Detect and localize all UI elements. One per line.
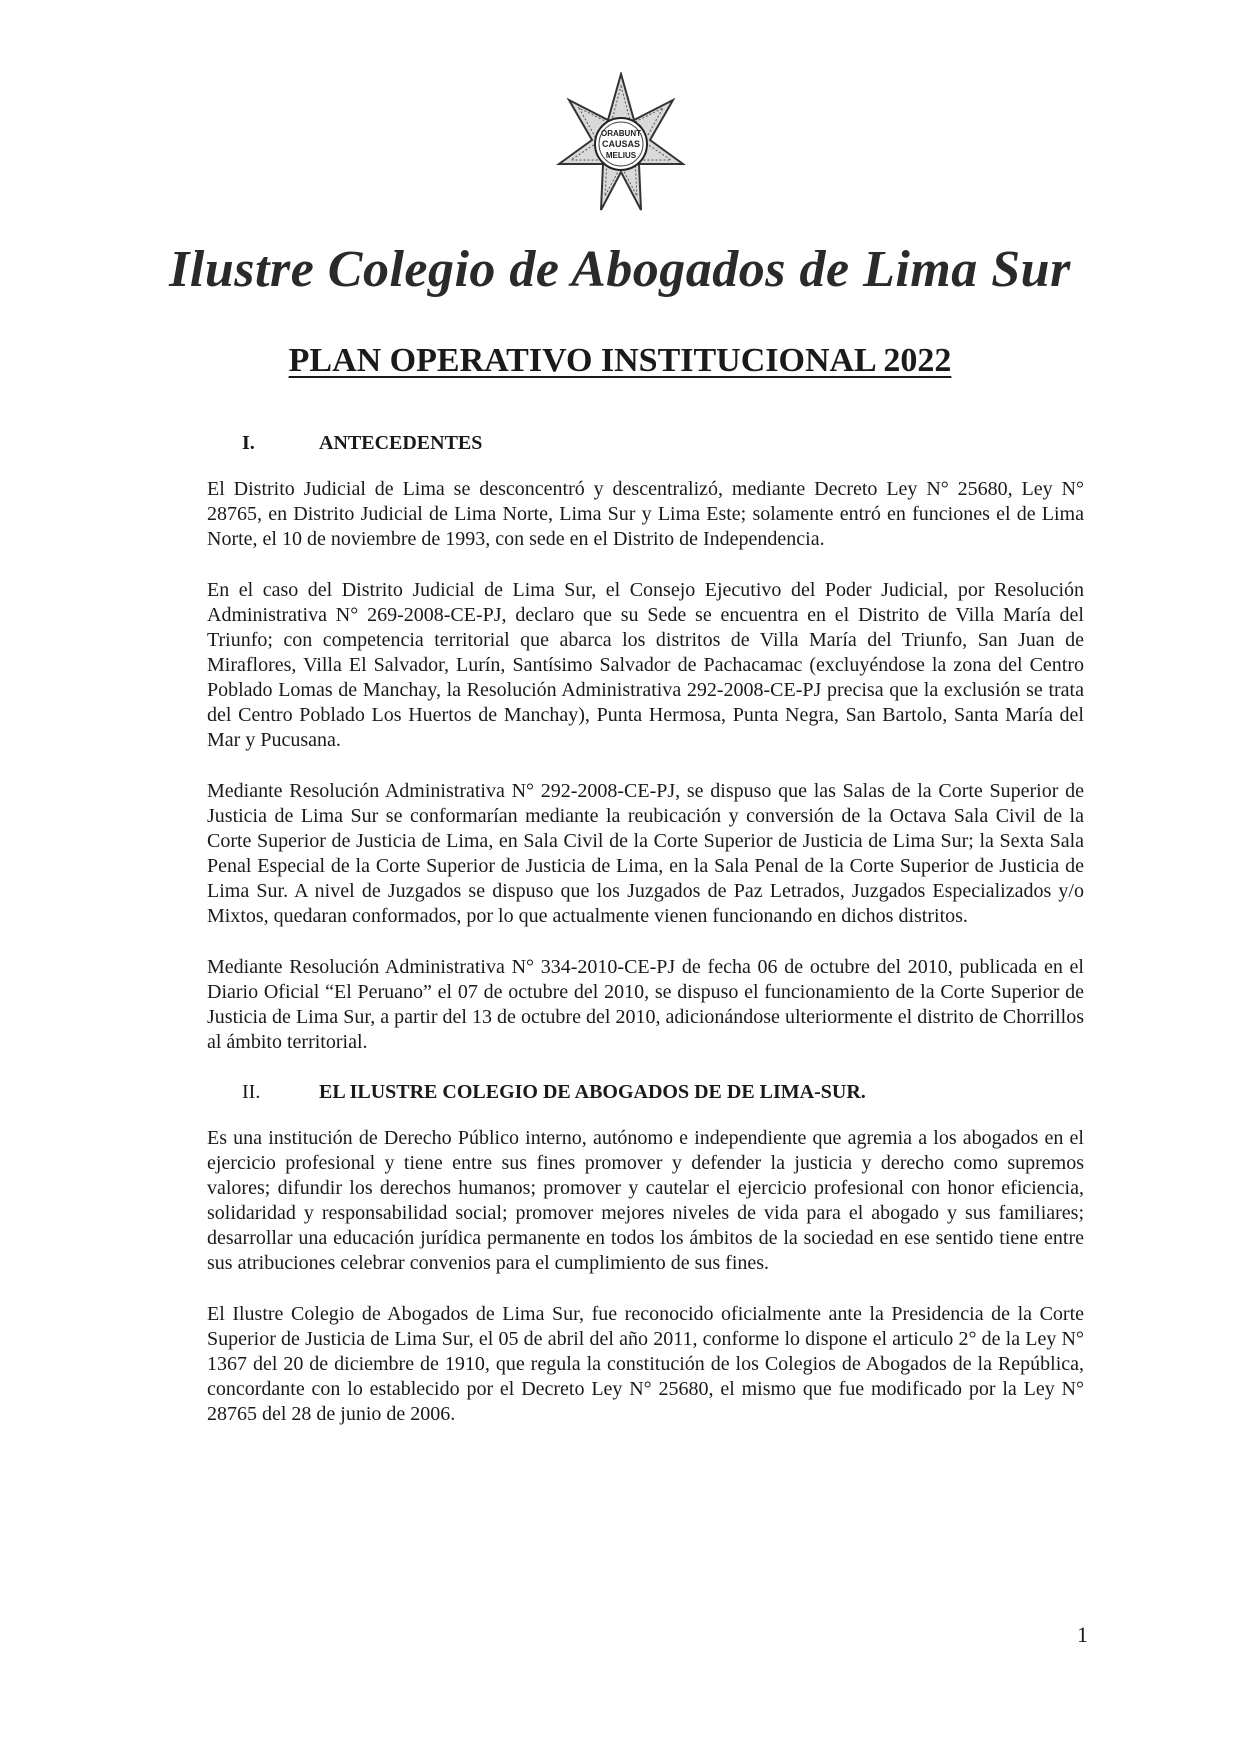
seal-logo [555,72,687,212]
paragraph: Mediante Resolución Administrativa N° 334-2010-CE-PJ de fecha 06 de octubre del 2010, publicada en el Diario Oficial “El Peruano” el 07 de octubre del 2010, se dispuso el funcionamiento de la Corte Superior de Justicia de Lima Sur, a partir del 13 de octubre del 2010, adicionándose ulteriormente el distrito de Chorrillos al ámbito territorial. [207,956,1084,1053]
section-title: EL ILUSTRE COLEGIO DE ABOGADOS DE DE LIMA-SUR. [319,1081,866,1103]
section-heading [207,1081,1084,1104]
paragraph: El Ilustre Colegio de Abogados de Lima Sur, fue reconocido oficialmente ante la Presidencia de la Corte Superior de Justicia de Lima Sur, el 05 de abril del año 2011, conforme lo dispone el articulo 2° de la Ley N° 1367 del 20 de diciembre de 1910, que regula la constitución de los Colegios de Abogados de la República, concordante con lo establecido por el Decreto Ley N° 25680, el mismo que fue modificado por la Ley N° 28765 del 28 de junio de 2006. [207,1303,1084,1425]
section-title: ANTECEDENTES [319,432,483,454]
seal-text-line-1: ORABUNT [601,129,641,138]
organization-title: Ilustre Colegio de Abogados de Lima Sur [169,241,1071,298]
section-number: II. [242,1081,261,1103]
seven-point-star-seal-icon [555,72,687,212]
document-body [207,432,1084,1453]
paragraph: Es una institución de Derecho Público interno, autónomo e independiente que agremia a los abogados en el ejercicio profesional y tiene entre sus fines promover y defender la justicia y derecho como supremos valores; difundir los derechos humanos; promover y cautelar el ejercicio profesional con honor eficiencia, solidaridad y responsabilidad social; promover mejores niveles de vida para el abogado y sus familiares; desarrollar una educación jurídica permanente en todos los ámbitos de la sociedad en ese sentido tiene entre sus atribuciones celebrar convenios para el cumplimiento de sus fines. [207,1127,1084,1274]
paragraph: Mediante Resolución Administrativa N° 292-2008-CE-PJ, se dispuso que las Salas de la Corte Superior de Justicia de Lima Sur se conformarían mediante la reubicación y conversión de la Octava Sala Civil de la Corte Superior de Justicia de Lima, en Sala Civil de la Corte Superior de Justicia de Lima Sur; la Sexta Sala Penal Especial de la Corte Superior de Justicia de Lima, en la Sala Penal de la Corte Superior de Justicia de Lima Sur. A nivel de Juzgados se dispuso que los Juzgados de Paz Letrados, Juzgados Especializados y/o Mixtos, quedaran conformados, por lo que actualmente vienen funcionando en dichos distritos. [207,780,1084,927]
paragraph: El Distrito Judicial de Lima se desconcentró y descentralizó, mediante Decreto Ley N° 25680, Ley N° 28765, en Distrito Judicial de Lima Norte, Lima Sur y Lima Este; solamente entró en funciones el de Lima Norte, el 10 de noviembre de 1993, con sede en el Distrito de Independencia. [207,478,1084,550]
section-heading [207,432,1084,455]
seal-text-line-3: MELIUS [605,151,637,160]
document-title-text: PLAN OPERATIVO INSTITUCIONAL 2022 [288,342,952,379]
page-number: 1 [1077,1622,1088,1647]
seal-text-line-2: CAUSAS [601,139,641,149]
paragraph: En el caso del Distrito Judicial de Lima Sur, el Consejo Ejecutivo del Poder Judicial, por Resolución Administrativa N° 269-2008-CE-PJ, declaro que su Sede se encuentra en el Distrito de Villa María del Triunfo; con competencia territorial que abarca los distritos de Villa María del Triunfo, San Juan de Miraflores, Villa El Salvador, Lurín, Santísimo Salvador de Pachacamac (excluyéndose la zona del Centro Poblado Lomas de Manchay, la Resolución Administrativa 292-2008-CE-PJ precisa que la exclusión se trata del Centro Poblado Los Huertos de Manchay), Punta Hermosa, Punta Negra, San Bartolo, Santa María del Mar y Pucusana. [207,579,1084,751]
document-title [0,342,1240,380]
section-number: I. [242,432,255,454]
